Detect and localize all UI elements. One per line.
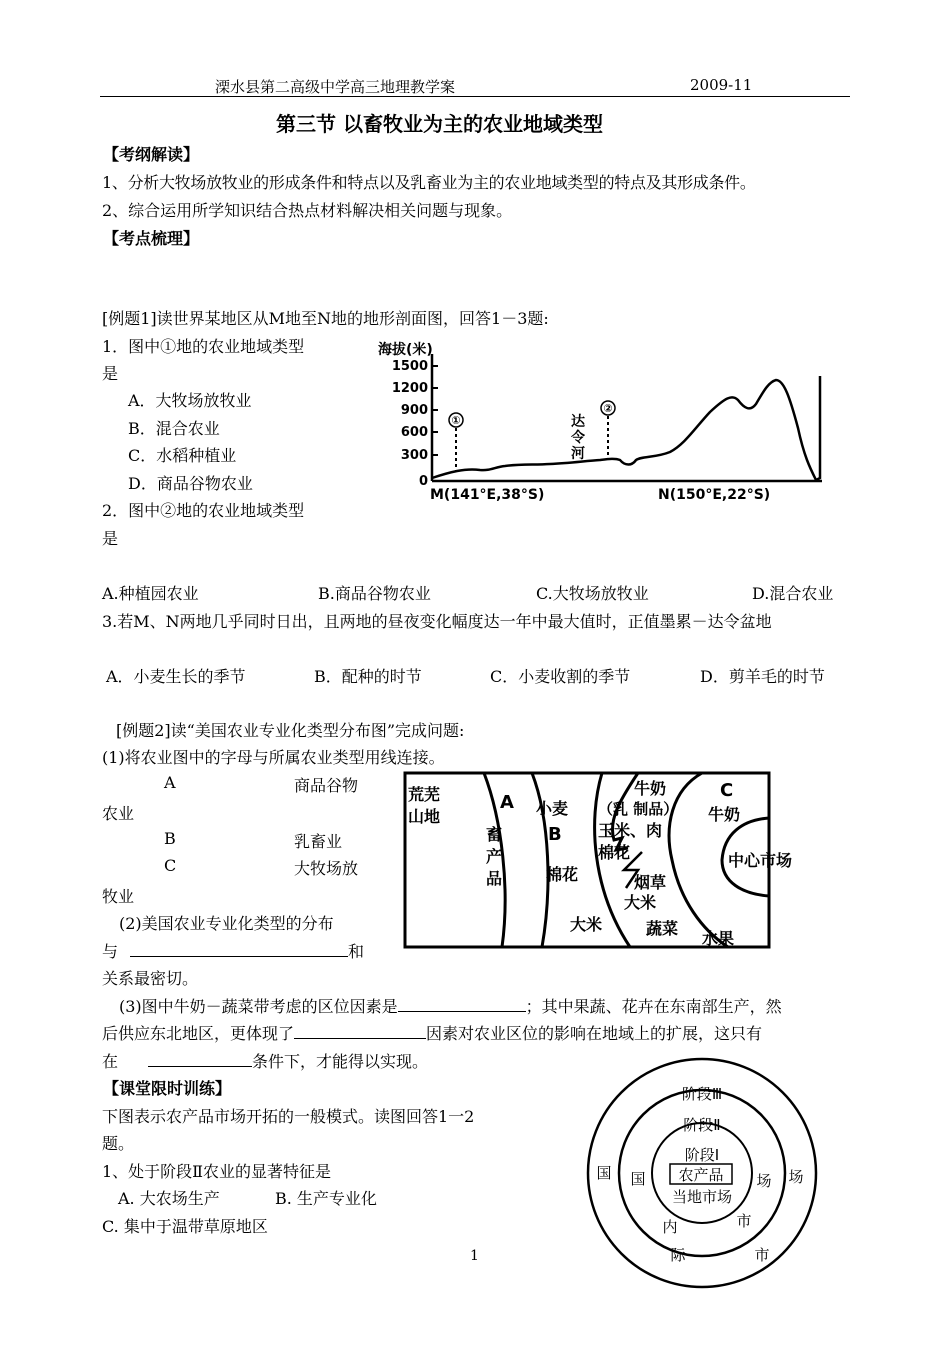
marker1-label: ①: [451, 414, 461, 427]
map-label-corn-meat: 玉米、肉: [598, 821, 663, 840]
us-agriculture-map: [402, 770, 793, 952]
header-rule: [100, 96, 850, 97]
map-label-milk: 牛奶: [708, 805, 741, 824]
example2-text: 读“美国农业专业化类型分布图”完成问题:: [170, 721, 465, 740]
domestic-market-char: 国: [630, 1170, 646, 1188]
practice-intro: 下图表示农产品市场开拓的一般模式。读图回答1一2: [102, 1107, 475, 1126]
q2-option-a: A.种植园农业: [102, 584, 199, 603]
practice-intro-cont: 题。: [102, 1134, 135, 1153]
practice-q1-option-c: C. 集中于温带草原地区: [102, 1217, 268, 1236]
domestic-market-char: 内: [662, 1218, 678, 1236]
match-letter-b: B: [164, 829, 176, 848]
practice-q1-stem: 1、处于阶段Ⅱ农业的显著特征是: [102, 1162, 332, 1181]
local-market-label: 当地市场: [671, 1188, 733, 1206]
example1-label: [例题1]: [102, 309, 157, 328]
example2-part2: (2)美国农业专业化类型的分布: [119, 914, 334, 933]
q1-option-b: B．混合农业: [128, 419, 220, 438]
answer-blank[interactable]: [148, 1052, 252, 1067]
q1-option-a: A．大牧场放牧业: [128, 391, 252, 410]
intl-market-char: 际: [670, 1246, 686, 1264]
example2-part3-line1: (3)图中牛奶－蔬菜带考虑的区位因素是 ；其中果蔬、花卉在东南部生产，然: [119, 997, 782, 1016]
intl-market-char: 场: [788, 1168, 804, 1186]
q1-stem: 1．图中①地的农业地域类型: [102, 337, 305, 356]
map-label-rice: 大米: [624, 893, 657, 912]
map-label-central-market: 中心市场: [728, 851, 793, 870]
intl-market-char: 国: [596, 1164, 612, 1182]
river-label-char: 令: [571, 430, 585, 446]
domestic-market-char: 场: [756, 1172, 772, 1190]
profile-ylabel: 海拔(米): [378, 342, 433, 358]
map-label-rice: 大米: [570, 915, 603, 934]
stage1-label: 阶段Ⅰ: [684, 1146, 720, 1164]
example2-label: [例题2]: [116, 721, 171, 740]
profile-ytick: 900: [400, 403, 428, 418]
profile-n-label: N(150°E,22°S): [658, 487, 771, 503]
example2-intro: [116, 718, 464, 741]
header-date: 2009-11: [690, 76, 753, 94]
practice-q1-option-a: A. 大农场生产: [118, 1189, 220, 1208]
q2-option-b: B.商品谷物农业: [318, 584, 431, 603]
answer-blank[interactable]: [398, 997, 526, 1012]
match-letter-a: A: [164, 773, 176, 792]
q3-option-b: B．配种的时节: [314, 667, 422, 686]
map-label-livestock: 产: [486, 847, 503, 866]
practice-q1-option-b: B. 生产专业化: [275, 1189, 377, 1208]
map-letter-c: C: [720, 780, 734, 801]
market-expansion-diagram: [582, 1072, 822, 1274]
map-label-milk: 牛奶: [634, 779, 667, 798]
example2-part2-line3: 关系最密切。: [102, 969, 199, 988]
stage3-label: 阶段Ⅲ: [681, 1085, 723, 1103]
q2-option-c: C.大牧场放牧业: [536, 584, 649, 603]
map-label-livestock: 畜: [486, 825, 503, 844]
map-label-desert: 山地: [408, 807, 441, 826]
map-label-cotton: 棉花: [546, 865, 579, 884]
answer-blank[interactable]: [130, 942, 348, 957]
map-label-cotton: 棉花: [598, 843, 631, 862]
header-school: 溧水县第二高级中学高三地理教学案: [215, 78, 456, 96]
map-letter-b: B: [548, 824, 562, 845]
q2-stem: 2．图中②地的农业地域类型: [102, 501, 305, 520]
match-type-cont: 农业: [102, 804, 135, 823]
map-label-fruit: 水果: [702, 929, 735, 948]
q1-option-d: D．商品谷物农业: [128, 474, 253, 493]
domestic-market-char: 市: [736, 1212, 752, 1230]
marker2-label: ②: [603, 402, 613, 415]
match-type-cont: 牧业: [102, 887, 135, 906]
map-label-vegetables: 蔬菜: [646, 919, 679, 938]
q2-option-d: D.混合农业: [752, 584, 834, 603]
map-label-wheat: 小麦: [536, 799, 569, 818]
match-type-grain: 商品谷物: [294, 776, 359, 795]
map-label-dairy-products: （乳 制品）: [598, 800, 679, 818]
example2-part1: (1)将农业图中的字母与所属农业类型用线连接。: [102, 748, 445, 767]
section-heading-points: 【考点梳理】: [103, 229, 200, 248]
map-label-tobacco: 烟草: [634, 873, 667, 892]
profile-ytick: 1500: [391, 359, 428, 374]
page-number: 1: [470, 1248, 479, 1264]
answer-blank[interactable]: [294, 1024, 426, 1039]
terrain-profile-line: [432, 376, 820, 480]
match-type-ranch: 大牧场放: [294, 859, 359, 878]
match-letter-c: C: [164, 856, 177, 875]
map-letter-a: A: [500, 792, 514, 813]
q1-stem-cont: 是: [102, 364, 119, 383]
q3-option-a: A．小麦生长的季节: [106, 667, 246, 686]
product-label: 农产品: [678, 1166, 724, 1184]
q3-option-c: C．小麦收割的季节: [490, 667, 631, 686]
profile-ytick: 600: [400, 425, 428, 440]
q3-stem: 3.若M、N两地几乎同时日出，且两地的昼夜变化幅度达一年中最大值时，正值墨累－达令盆地: [102, 612, 772, 631]
example2-part2-line2: 与 和: [102, 942, 365, 961]
example1-text: 读世界某地区从M地至N地的地形剖面图，回答1－3题:: [156, 309, 549, 328]
stage2-label: 阶段Ⅱ: [683, 1116, 721, 1134]
profile-ytick: 1200: [391, 381, 428, 396]
page-title: 第三节 以畜牧业为主的农业地域类型: [276, 112, 603, 136]
q3-option-d: D．剪羊毛的时节: [700, 667, 825, 686]
profile-ytick: 300: [400, 448, 428, 463]
syllabus-item: 1、分析大牧场放牧业的形成条件和特点以及乳畜业为主的农业地域类型的特点及其形成条件。: [102, 173, 756, 192]
river-label-char: 达: [571, 414, 585, 430]
example1-intro: [102, 306, 549, 329]
map-label-livestock: 品: [486, 869, 503, 888]
terrain-profile-diagram: [370, 338, 840, 504]
q2-stem-cont: 是: [102, 529, 119, 548]
example2-part3-line2: 后供应东北地区，更体现了 因素对农业区位的影响在地域上的扩展，这只有: [102, 1024, 763, 1043]
profile-m-label: M(141°E,38°S): [430, 487, 545, 503]
section-heading-practice: 【课堂限时训练】: [103, 1079, 232, 1098]
section-heading-syllabus: 【考纲解读】: [103, 145, 200, 164]
map-label-desert: 荒芜: [408, 785, 441, 804]
example2-part3-line3: 在 条件下，才能得以实现。: [102, 1052, 429, 1071]
intl-market-char: 市: [754, 1246, 770, 1264]
profile-ytick: 0: [418, 474, 428, 489]
syllabus-item: 2、综合运用所学知识结合热点材料解决相关问题与现象。: [102, 201, 513, 220]
river-label-char: 河: [571, 446, 585, 462]
match-type-dairy: 乳畜业: [294, 832, 343, 851]
q1-option-c: C．水稻种植业: [128, 446, 237, 465]
